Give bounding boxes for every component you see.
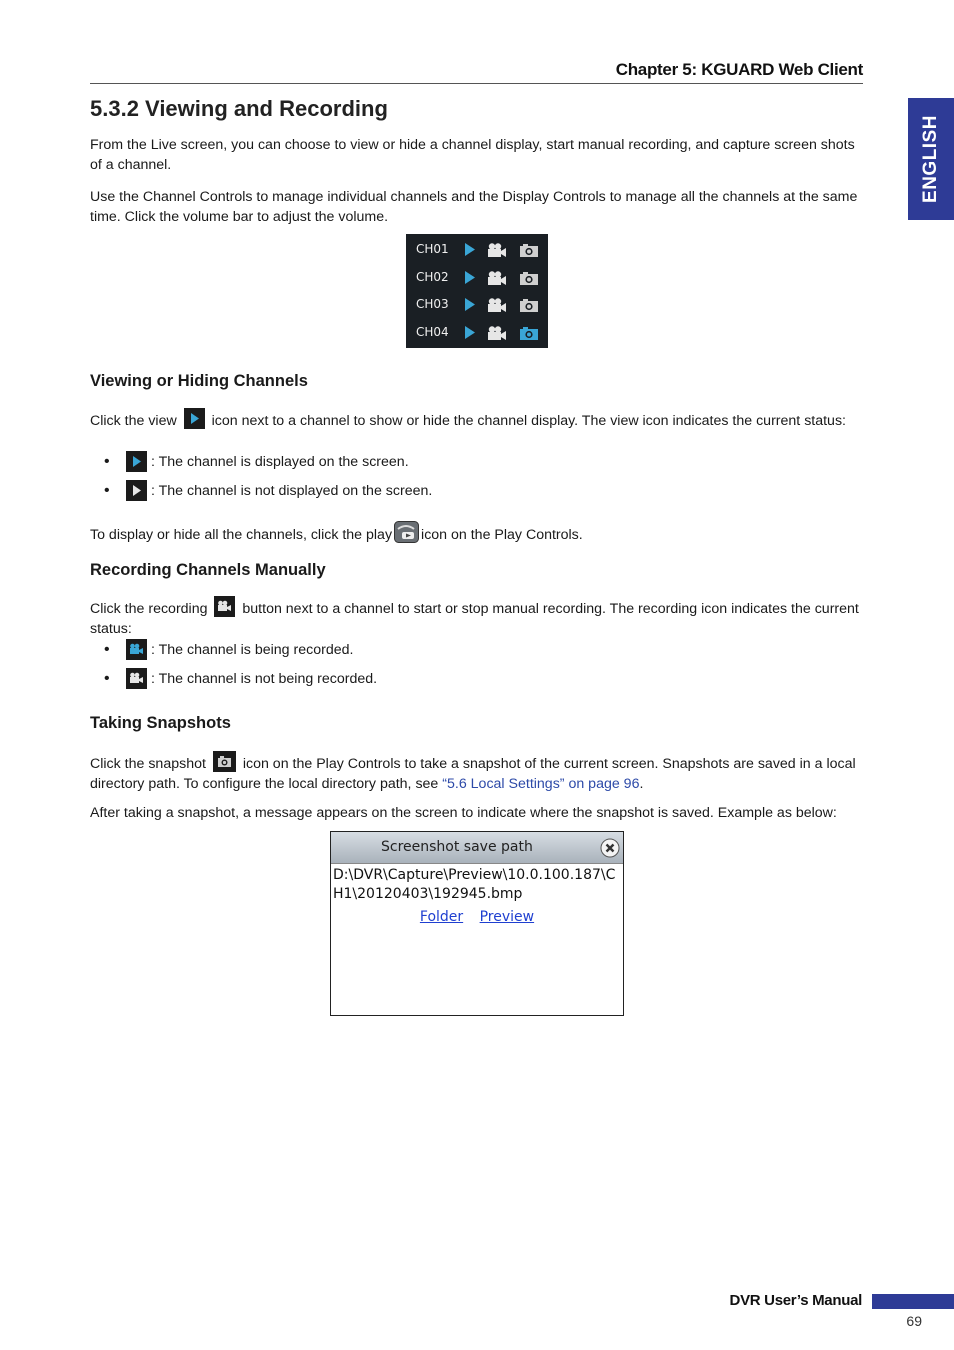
channel-row — [406, 264, 548, 291]
viewing-all-text-b: icon on the Play Controls. — [421, 527, 583, 543]
intro-paragraph-1: From the Live screen, you can choose to view or hide a channel display, start manual recording, and capture screen shots of a channel. — [90, 137, 855, 173]
list-item: • : The channel is displayed on the screen. — [104, 451, 409, 472]
record-icon[interactable] — [488, 298, 506, 312]
viewing-bullet-2: : The channel is not displayed on the screen. — [151, 482, 433, 499]
channel-row — [406, 319, 548, 346]
list-item: • : The channel is not being recorded. — [104, 668, 377, 689]
viewing-heading: Viewing or Hiding Channels — [90, 372, 308, 390]
record-icon[interactable] — [488, 271, 506, 285]
preview-link[interactable]: Preview — [479, 909, 535, 925]
dialog-save-path: D:\DVR\Capture\Preview\10.0.100.187\CH1\20120403\192945.bmp — [333, 867, 616, 902]
record-icon[interactable] — [488, 326, 506, 340]
record-icon-active — [126, 639, 147, 660]
recording-text-a: Click the recording — [90, 601, 208, 617]
record-icon-inactive — [126, 668, 147, 689]
record-icon[interactable] — [488, 243, 506, 257]
snapshots-after-paragraph: After taking a snapshot, a message appears on the screen to indicate where the snapshot is saved. Example as below: — [90, 805, 837, 821]
snapshot-icon[interactable] — [520, 299, 538, 312]
snapshot-icon — [213, 751, 236, 772]
language-tab-label: ENGLISH — [920, 115, 941, 203]
snapshots-text-a: Click the snapshot — [90, 756, 206, 772]
view-icon[interactable] — [464, 298, 476, 311]
channel-row — [406, 291, 548, 318]
page-number: 69 — [906, 1313, 922, 1329]
snapshots-heading: Taking Snapshots — [90, 714, 231, 732]
channel-name: CH01 — [416, 242, 449, 256]
chapter-header: Chapter 5: KGUARD Web Client — [615, 60, 863, 79]
intro-paragraph-2: Use the Channel Controls to manage individual channels and the Display Controls to manage all the channels at the same time. Click the volume bar to adjust the volume. — [90, 189, 858, 225]
recording-text-b: button next to a channel to start or stop manual recording. The recording icon indicates the current status: — [90, 601, 859, 637]
header-rule — [90, 83, 863, 84]
snapshots-text-b: icon on the Play Controls to take a snapshot of the current screen. Snapshots are saved in a local directory path. To configure the local directory path, see — [90, 756, 856, 792]
viewing-text-b: icon next to a channel to show or hide the channel display. The view icon indicates the current status: — [211, 413, 846, 429]
channel-controls-panel — [406, 234, 548, 348]
footer-accent-bar — [872, 1294, 954, 1309]
channel-name: CH03 — [416, 297, 449, 311]
view-icon — [184, 408, 205, 429]
screenshot-dialog — [330, 831, 624, 1016]
channel-row — [406, 236, 548, 263]
viewing-all-text-a: To display or hide all the channels, click the play — [90, 527, 393, 543]
view-icon-off — [126, 480, 147, 501]
dialog-title: Screenshot save path — [381, 839, 533, 855]
recording-paragraph — [90, 596, 860, 639]
snapshots-text-c: . — [639, 776, 644, 792]
dialog-title-bar — [331, 832, 623, 864]
view-icon[interactable] — [464, 326, 476, 339]
viewing-paragraph — [90, 408, 860, 431]
list-item: • : The channel is being recorded. — [104, 639, 353, 660]
section-title: 5.3.2 Viewing and Recording — [90, 96, 388, 121]
viewing-all-paragraph — [90, 521, 860, 549]
channel-name: CH04 — [416, 325, 449, 339]
folder-link[interactable]: Folder — [419, 909, 464, 925]
close-icon[interactable] — [600, 838, 620, 858]
snapshot-icon[interactable] — [520, 272, 538, 285]
snapshot-icon-active[interactable] — [520, 327, 538, 340]
snapshots-paragraph — [90, 751, 860, 794]
local-settings-link[interactable]: “5.6 Local Settings” on page 96 — [442, 776, 640, 792]
record-icon — [214, 596, 235, 617]
recording-bullet-2: : The channel is not being recorded. — [151, 670, 378, 687]
recording-heading: Recording Channels Manually — [90, 561, 326, 579]
snapshot-icon[interactable] — [520, 244, 538, 257]
viewing-bullet-1: : The channel is displayed on the screen. — [151, 453, 409, 470]
view-icon-on — [126, 451, 147, 472]
language-tab — [908, 98, 954, 220]
view-icon[interactable] — [464, 243, 476, 256]
play-all-icon — [394, 521, 419, 549]
dialog-links — [331, 909, 623, 925]
list-item: • : The channel is not displayed on the screen. — [104, 480, 432, 501]
viewing-text-a: Click the view — [90, 413, 177, 429]
recording-bullet-1: : The channel is being recorded. — [151, 641, 354, 658]
footer-manual-title: DVR User’s Manual — [729, 1292, 862, 1309]
view-icon[interactable] — [464, 271, 476, 284]
channel-name: CH02 — [416, 270, 449, 284]
